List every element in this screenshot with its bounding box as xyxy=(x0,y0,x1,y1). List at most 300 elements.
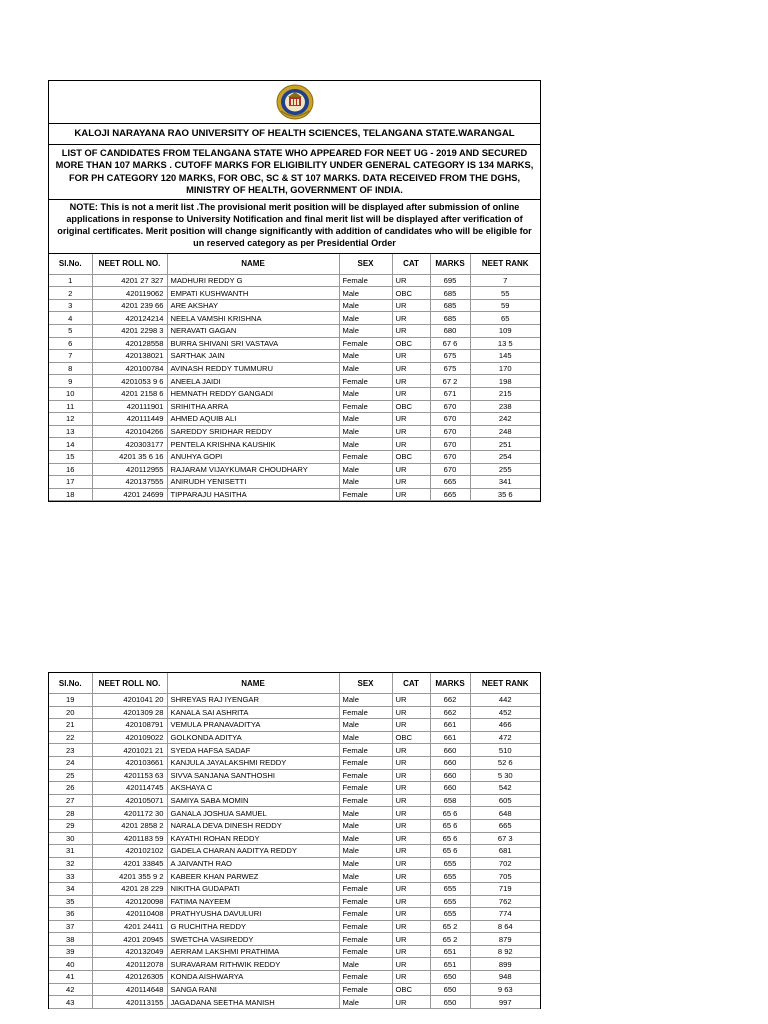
col-sex-cell: Female xyxy=(339,337,392,350)
col-roll-no-cell: 4201 2858 2 xyxy=(92,819,167,832)
col-slno-cell: 7 xyxy=(49,350,92,363)
col-slno-cell: 2 xyxy=(49,287,92,300)
col-marks-cell: 685 xyxy=(430,299,470,312)
col-slno-cell: 8 xyxy=(49,362,92,375)
col-roll-no-cell: 420119062 xyxy=(92,287,167,300)
col-sex-cell: Male xyxy=(339,476,392,489)
col-slno-cell: 21 xyxy=(49,719,92,732)
table-row xyxy=(49,996,540,1009)
col-slno-cell: 42 xyxy=(49,983,92,996)
col-sex-cell: Male xyxy=(339,857,392,870)
col-roll-no-cell: 420120098 xyxy=(92,895,167,908)
merit-list-page-top xyxy=(48,80,541,502)
col-rank-header: NEET RANK xyxy=(470,673,540,694)
col-rank-cell: 35 6 xyxy=(470,488,540,501)
col-sex-cell: Female xyxy=(339,882,392,895)
col-roll-no-cell: 420105071 xyxy=(92,794,167,807)
table-row xyxy=(49,920,540,933)
col-roll-no-cell: 420138021 xyxy=(92,350,167,363)
col-rank-cell: 52 6 xyxy=(470,756,540,769)
col-name-cell: SAREDDY SRIDHAR REDDY xyxy=(167,425,339,438)
col-cat-header: CAT xyxy=(392,254,430,275)
col-sex-cell: Male xyxy=(339,287,392,300)
col-slno-cell: 35 xyxy=(49,895,92,908)
col-slno-cell: 16 xyxy=(49,463,92,476)
col-roll-no-cell: 4201053 9 6 xyxy=(92,375,167,388)
col-roll-no-cell: 420112078 xyxy=(92,958,167,971)
col-sex-cell: Female xyxy=(339,274,392,287)
col-name-cell: SAMIYA SABA MOMIN xyxy=(167,794,339,807)
col-marks-cell: 675 xyxy=(430,350,470,363)
col-sex-header: SEX xyxy=(339,254,392,275)
col-cat-cell: OBC xyxy=(392,450,430,463)
col-roll-no-cell: 420126305 xyxy=(92,971,167,984)
col-sex-cell: Male xyxy=(339,870,392,883)
disclaimer-note: NOTE: This is not a merit list .The provisional merit position will be displayed after submission of online applications in response to University Notification and final merit list will be displayed after verification of original certificates. Merit position will change significantly with addition of candidates who will be eligible for un reserved category as per Presidential Order xyxy=(49,200,540,254)
col-rank-cell: 705 xyxy=(470,870,540,883)
university-emblem-icon xyxy=(275,83,315,121)
col-roll-no-cell: 4201 35 6 16 xyxy=(92,450,167,463)
col-cat-cell: UR xyxy=(392,782,430,795)
col-name-cell: NERAVATI GAGAN xyxy=(167,325,339,338)
col-rank-cell: 7 xyxy=(470,274,540,287)
col-marks-cell: 661 xyxy=(430,731,470,744)
col-sex-cell: Female xyxy=(339,895,392,908)
col-name-cell: G RUCHITHA REDDY xyxy=(167,920,339,933)
col-sex-cell: Male xyxy=(339,845,392,858)
col-marks-cell: 660 xyxy=(430,782,470,795)
col-name-header: NAME xyxy=(167,673,339,694)
col-cat-cell: OBC xyxy=(392,337,430,350)
col-marks-cell: 658 xyxy=(430,794,470,807)
col-cat-cell: OBC xyxy=(392,731,430,744)
col-roll-no-cell: 420104266 xyxy=(92,425,167,438)
col-name-cell: SWETCHA VASIREDDY xyxy=(167,933,339,946)
table-row xyxy=(49,325,540,338)
table-row xyxy=(49,425,540,438)
col-marks-cell: 660 xyxy=(430,756,470,769)
col-sex-cell: Male xyxy=(339,413,392,426)
col-marks-cell: 670 xyxy=(430,463,470,476)
col-marks-cell: 670 xyxy=(430,425,470,438)
col-name-cell: SARTHAK JAIN xyxy=(167,350,339,363)
table-row xyxy=(49,908,540,921)
col-cat-cell: UR xyxy=(392,362,430,375)
col-rank-header: NEET RANK xyxy=(470,254,540,275)
col-marks-cell: 665 xyxy=(430,488,470,501)
col-rank-cell: 170 xyxy=(470,362,540,375)
table-row xyxy=(49,882,540,895)
col-roll-no-cell: 4201 2298 3 xyxy=(92,325,167,338)
col-name-cell: AKSHAYA C xyxy=(167,782,339,795)
col-roll-no-cell: 4201 27 327 xyxy=(92,274,167,287)
col-rank-cell: 8 64 xyxy=(470,920,540,933)
col-marks-cell: 660 xyxy=(430,769,470,782)
col-slno-cell: 30 xyxy=(49,832,92,845)
col-sex-cell: Female xyxy=(339,375,392,388)
col-marks-cell: 665 xyxy=(430,476,470,489)
table-row xyxy=(49,274,540,287)
col-name-cell: SIVVA SANJANA SANTHOSHI xyxy=(167,769,339,782)
col-name-cell: ANUHYA GOPI xyxy=(167,450,339,463)
col-name-cell: A JAIVANTH RAO xyxy=(167,857,339,870)
col-cat-cell: UR xyxy=(392,274,430,287)
table-row xyxy=(49,819,540,832)
col-name-cell: NIKITHA GUDAPATI xyxy=(167,882,339,895)
logo-area xyxy=(49,81,540,124)
table-row xyxy=(49,832,540,845)
col-roll-no-cell: 420102102 xyxy=(92,845,167,858)
col-roll-no-cell: 420100784 xyxy=(92,362,167,375)
col-rank-cell: 466 xyxy=(470,719,540,732)
col-sex-header: SEX xyxy=(339,673,392,694)
col-rank-cell: 762 xyxy=(470,895,540,908)
col-slno-cell: 1 xyxy=(49,274,92,287)
col-cat-cell: UR xyxy=(392,350,430,363)
col-slno-cell: 22 xyxy=(49,731,92,744)
col-name-cell: NEELA VAMSHI KRISHNA xyxy=(167,312,339,325)
col-name-cell: PENTELA KRISHNA KAUSHIK xyxy=(167,438,339,451)
col-rank-cell: 948 xyxy=(470,971,540,984)
table-row xyxy=(49,971,540,984)
col-slno-cell: 4 xyxy=(49,312,92,325)
table-row xyxy=(49,945,540,958)
col-marks-cell: 661 xyxy=(430,719,470,732)
col-roll-no-cell: 420128558 xyxy=(92,337,167,350)
col-name-cell: ANIRUDH YENISETTI xyxy=(167,476,339,489)
col-marks-cell: 65 6 xyxy=(430,845,470,858)
col-rank-cell: 9 63 xyxy=(470,983,540,996)
col-roll-no-cell: 420114745 xyxy=(92,782,167,795)
col-marks-cell: 695 xyxy=(430,274,470,287)
col-rank-cell: 719 xyxy=(470,882,540,895)
col-sex-cell: Male xyxy=(339,350,392,363)
col-slno-cell: 36 xyxy=(49,908,92,921)
col-rank-cell: 65 xyxy=(470,312,540,325)
university-name: KALOJI NARAYANA RAO UNIVERSITY OF HEALTH SCIENCES, TELANGANA STATE.WARANGAL xyxy=(49,124,540,145)
col-roll-no-cell: 4201 239 66 xyxy=(92,299,167,312)
col-rank-cell: 248 xyxy=(470,425,540,438)
col-cat-cell: UR xyxy=(392,463,430,476)
col-rank-cell: 542 xyxy=(470,782,540,795)
col-roll-no-cell: 420124214 xyxy=(92,312,167,325)
col-cat-cell: UR xyxy=(392,832,430,845)
col-roll-no-cell: 420112955 xyxy=(92,463,167,476)
col-sex-cell: Male xyxy=(339,832,392,845)
col-rank-cell: 879 xyxy=(470,933,540,946)
col-rank-cell: 5 30 xyxy=(470,769,540,782)
merit-list-page-continued xyxy=(48,672,541,1009)
col-slno-cell: 17 xyxy=(49,476,92,489)
col-cat-cell: UR xyxy=(392,895,430,908)
col-roll-no-cell: 420303177 xyxy=(92,438,167,451)
col-sex-cell: Female xyxy=(339,782,392,795)
col-rank-cell: 341 xyxy=(470,476,540,489)
col-rank-cell: 510 xyxy=(470,744,540,757)
col-rank-cell: 242 xyxy=(470,413,540,426)
candidates-table-2 xyxy=(49,673,540,1009)
col-marks-cell: 650 xyxy=(430,971,470,984)
col-roll-no-cell: 4201 33845 xyxy=(92,857,167,870)
table-row xyxy=(49,450,540,463)
col-marks-cell: 680 xyxy=(430,325,470,338)
col-rank-cell: 67 3 xyxy=(470,832,540,845)
col-marks-cell: 670 xyxy=(430,438,470,451)
col-marks-cell: 675 xyxy=(430,362,470,375)
col-name-cell: KAYATHI ROHAN REDDY xyxy=(167,832,339,845)
col-slno-cell: 43 xyxy=(49,996,92,1009)
col-marks-cell: 651 xyxy=(430,958,470,971)
col-rank-cell: 198 xyxy=(470,375,540,388)
table-row xyxy=(49,375,540,388)
col-roll-no-cell: 4201183 59 xyxy=(92,832,167,845)
col-marks-cell: 655 xyxy=(430,882,470,895)
col-slno-cell: 20 xyxy=(49,706,92,719)
col-slno-cell: 39 xyxy=(49,945,92,958)
table-row xyxy=(49,769,540,782)
table-row xyxy=(49,845,540,858)
col-slno-cell: 33 xyxy=(49,870,92,883)
col-slno-cell: 41 xyxy=(49,971,92,984)
col-cat-cell: UR xyxy=(392,933,430,946)
col-sex-cell: Female xyxy=(339,744,392,757)
col-sex-cell: Female xyxy=(339,769,392,782)
col-marks-cell: 660 xyxy=(430,744,470,757)
col-slno-header: Sl.No. xyxy=(49,254,92,275)
col-name-header: NAME xyxy=(167,254,339,275)
col-slno-cell: 9 xyxy=(49,375,92,388)
col-sex-cell: Female xyxy=(339,400,392,413)
col-cat-cell: UR xyxy=(392,488,430,501)
col-cat-cell: UR xyxy=(392,794,430,807)
col-marks-cell: 655 xyxy=(430,895,470,908)
col-sex-cell: Female xyxy=(339,908,392,921)
table-row xyxy=(49,958,540,971)
col-roll-no-cell: 4201 28 229 xyxy=(92,882,167,895)
col-cat-cell: UR xyxy=(392,744,430,757)
table-row xyxy=(49,895,540,908)
col-roll-no-cell: 420109022 xyxy=(92,731,167,744)
table-row xyxy=(49,438,540,451)
col-roll-no-cell: 4201 24699 xyxy=(92,488,167,501)
col-slno-cell: 3 xyxy=(49,299,92,312)
table-row xyxy=(49,350,540,363)
col-roll-no-cell: 4201309 28 xyxy=(92,706,167,719)
col-sex-cell: Female xyxy=(339,933,392,946)
col-roll-no-cell: 420111901 xyxy=(92,400,167,413)
col-slno-cell: 32 xyxy=(49,857,92,870)
table-row xyxy=(49,933,540,946)
col-cat-cell: UR xyxy=(392,920,430,933)
col-cat-cell: UR xyxy=(392,325,430,338)
table-row xyxy=(49,744,540,757)
col-marks-cell: 650 xyxy=(430,996,470,1009)
col-cat-cell: UR xyxy=(392,857,430,870)
col-rank-cell: 59 xyxy=(470,299,540,312)
col-marks-cell: 685 xyxy=(430,312,470,325)
col-sex-cell: Male xyxy=(339,731,392,744)
col-cat-cell: UR xyxy=(392,375,430,388)
col-cat-cell: OBC xyxy=(392,983,430,996)
col-marks-header: MARKS xyxy=(430,673,470,694)
col-slno-cell: 34 xyxy=(49,882,92,895)
table-row xyxy=(49,782,540,795)
col-marks-cell: 65 2 xyxy=(430,933,470,946)
col-roll-no-cell: 420110408 xyxy=(92,908,167,921)
col-marks-cell: 65 6 xyxy=(430,807,470,820)
col-rank-cell: 254 xyxy=(470,450,540,463)
col-cat-cell: UR xyxy=(392,312,430,325)
col-roll-no-cell: 4201041 20 xyxy=(92,694,167,707)
col-cat-cell: UR xyxy=(392,971,430,984)
col-slno-header: Sl.No. xyxy=(49,673,92,694)
col-rank-cell: 238 xyxy=(470,400,540,413)
col-sex-cell: Male xyxy=(339,807,392,820)
col-cat-cell: UR xyxy=(392,945,430,958)
candidates-table-1 xyxy=(49,254,540,502)
col-marks-cell: 671 xyxy=(430,387,470,400)
table-row xyxy=(49,387,540,400)
col-sex-cell: Female xyxy=(339,756,392,769)
table-row xyxy=(49,870,540,883)
col-roll-no-header: NEET ROLL NO. xyxy=(92,254,167,275)
col-cat-cell: UR xyxy=(392,845,430,858)
col-roll-no-cell: 4201 20945 xyxy=(92,933,167,946)
col-cat-cell: OBC xyxy=(392,400,430,413)
col-name-cell: NARALA DEVA DINESH REDDY xyxy=(167,819,339,832)
col-slno-cell: 15 xyxy=(49,450,92,463)
col-slno-cell: 19 xyxy=(49,694,92,707)
col-name-cell: EMPATI KUSHWANTH xyxy=(167,287,339,300)
table-row xyxy=(49,476,540,489)
table-row xyxy=(49,794,540,807)
col-name-cell: AERRAM LAKSHMI PRATHIMA xyxy=(167,945,339,958)
col-sex-cell: Female xyxy=(339,488,392,501)
col-sex-cell: Male xyxy=(339,819,392,832)
col-cat-cell: UR xyxy=(392,756,430,769)
col-name-cell: KANALA SAI ASHRITA xyxy=(167,706,339,719)
col-roll-no-cell: 4201021 21 xyxy=(92,744,167,757)
col-rank-cell: 648 xyxy=(470,807,540,820)
col-name-cell: VEMULA PRANAVADITYA xyxy=(167,719,339,732)
col-name-cell: GOLKONDA ADITYA xyxy=(167,731,339,744)
col-marks-cell: 65 2 xyxy=(430,920,470,933)
table-row xyxy=(49,706,540,719)
col-rank-cell: 8 92 xyxy=(470,945,540,958)
col-name-cell: FATIMA NAYEEM xyxy=(167,895,339,908)
col-rank-cell: 997 xyxy=(470,996,540,1009)
col-sex-cell: Female xyxy=(339,450,392,463)
col-name-cell: SHREYAS RAJ IYENGAR xyxy=(167,694,339,707)
col-marks-cell: 670 xyxy=(430,450,470,463)
col-sex-cell: Male xyxy=(339,362,392,375)
col-sex-cell: Female xyxy=(339,983,392,996)
col-roll-no-cell: 420113155 xyxy=(92,996,167,1009)
col-slno-cell: 12 xyxy=(49,413,92,426)
col-slno-cell: 31 xyxy=(49,845,92,858)
col-marks-cell: 655 xyxy=(430,857,470,870)
col-rank-cell: 442 xyxy=(470,694,540,707)
col-roll-no-cell: 4201 24411 xyxy=(92,920,167,933)
col-cat-cell: UR xyxy=(392,719,430,732)
col-rank-cell: 55 xyxy=(470,287,540,300)
col-cat-cell: UR xyxy=(392,694,430,707)
table-row xyxy=(49,756,540,769)
table-row xyxy=(49,362,540,375)
col-name-cell: PRATHYUSHA DAVULURI xyxy=(167,908,339,921)
col-slno-cell: 24 xyxy=(49,756,92,769)
col-slno-cell: 26 xyxy=(49,782,92,795)
col-rank-cell: 899 xyxy=(470,958,540,971)
col-roll-no-cell: 4201172 30 xyxy=(92,807,167,820)
col-sex-cell: Male xyxy=(339,425,392,438)
col-sex-cell: Male xyxy=(339,312,392,325)
col-sex-cell: Male xyxy=(339,438,392,451)
col-rank-cell: 665 xyxy=(470,819,540,832)
table-header-row xyxy=(49,673,540,694)
table-row xyxy=(49,694,540,707)
col-marks-cell: 655 xyxy=(430,870,470,883)
table-row xyxy=(49,488,540,501)
col-rank-cell: 774 xyxy=(470,908,540,921)
col-marks-header: MARKS xyxy=(430,254,470,275)
col-marks-cell: 670 xyxy=(430,413,470,426)
col-name-cell: AHMED AQUIB ALI xyxy=(167,413,339,426)
col-slno-cell: 28 xyxy=(49,807,92,820)
col-roll-no-cell: 4201 355 9 2 xyxy=(92,870,167,883)
col-sex-cell: Male xyxy=(339,299,392,312)
col-cat-cell: UR xyxy=(392,807,430,820)
col-sex-cell: Male xyxy=(339,719,392,732)
col-name-cell: KANJULA JAYALAKSHMI REDDY xyxy=(167,756,339,769)
col-name-cell: ARE AKSHAY xyxy=(167,299,339,312)
col-marks-cell: 662 xyxy=(430,706,470,719)
col-slno-cell: 14 xyxy=(49,438,92,451)
col-sex-cell: Female xyxy=(339,794,392,807)
col-name-cell: GADELA CHARAN AADITYA REDDY xyxy=(167,845,339,858)
col-marks-cell: 650 xyxy=(430,983,470,996)
col-name-cell: SURAVARAM RITHWIK REDDY xyxy=(167,958,339,971)
col-slno-cell: 27 xyxy=(49,794,92,807)
col-cat-cell: UR xyxy=(392,819,430,832)
col-cat-cell: UR xyxy=(392,299,430,312)
col-slno-cell: 40 xyxy=(49,958,92,971)
col-roll-no-cell: 420103661 xyxy=(92,756,167,769)
col-name-cell: SYEDA HAFSA SADAF xyxy=(167,744,339,757)
col-sex-cell: Male xyxy=(339,996,392,1009)
col-cat-cell: UR xyxy=(392,413,430,426)
col-cat-cell: UR xyxy=(392,769,430,782)
col-name-cell: ANEELA JAIDI xyxy=(167,375,339,388)
table-row xyxy=(49,463,540,476)
table-row xyxy=(49,857,540,870)
col-name-cell: SANGA RANI xyxy=(167,983,339,996)
table-row xyxy=(49,400,540,413)
col-cat-cell: UR xyxy=(392,438,430,451)
table-row xyxy=(49,413,540,426)
table-row xyxy=(49,312,540,325)
col-slno-cell: 6 xyxy=(49,337,92,350)
col-marks-cell: 67 6 xyxy=(430,337,470,350)
col-sex-cell: Male xyxy=(339,387,392,400)
col-slno-cell: 5 xyxy=(49,325,92,338)
col-roll-no-cell: 4201 2158 6 xyxy=(92,387,167,400)
col-cat-cell: UR xyxy=(392,870,430,883)
col-marks-cell: 670 xyxy=(430,400,470,413)
col-slno-cell: 11 xyxy=(49,400,92,413)
col-name-cell: SRIHITHA ARRA xyxy=(167,400,339,413)
col-sex-cell: Female xyxy=(339,920,392,933)
